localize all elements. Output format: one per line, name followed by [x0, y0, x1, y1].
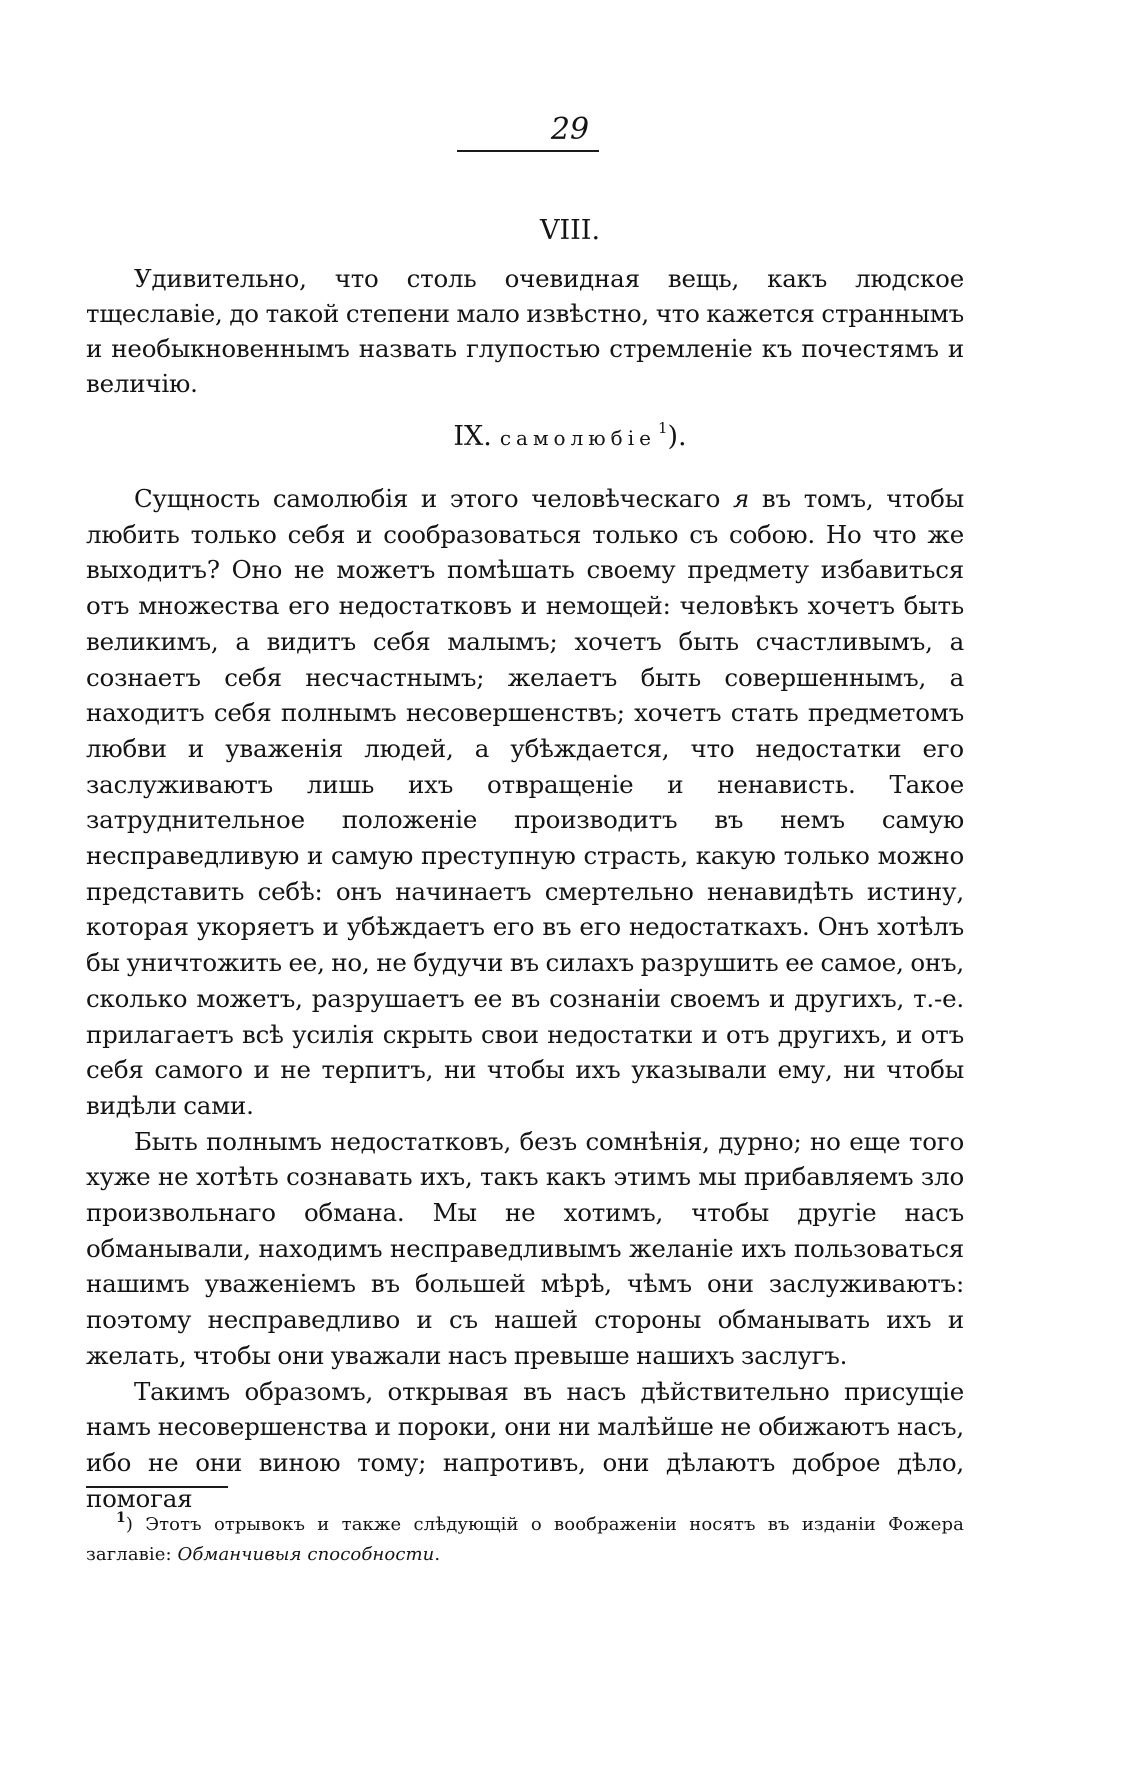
page-number: 29: [550, 112, 590, 147]
footnote-text: Этотъ отрывокъ и также слѣдующій о воображеніи носятъ въ изданіи Фожера заглавіе:: [86, 1514, 964, 1565]
footnote-marker: 1: [116, 1510, 126, 1526]
section-viii-body: [86, 261, 964, 401]
paragraph-1-before-italic: Сущность самолюбія и этого человѣческаго: [134, 484, 721, 513]
section-ix-title: самолюбіе: [499, 426, 656, 450]
section-ix-numeral: IX.: [453, 421, 492, 452]
section-ix-paragraph-2: Быть полнымъ недостатковъ, безъ сомнѣнія, дурно; но еще того хуже не хотѣть сознавать ихъ, такъ какъ этимъ мы прибавляемъ зло произвольнаго обмана. Мы не хотимъ, чтобы другіе насъ обманывали, находимъ несправедливымъ желаніе ихъ пользоваться нашимъ уваженіемъ въ большей мѣрѣ, чѣмъ они заслуживаютъ: поэтому несправедливо и съ нашей стороны обманывать ихъ и желать, чтобы они уважали насъ превыше нашихъ заслугъ.: [86, 1126, 964, 1370]
section-ix-heading-close: ).: [667, 421, 687, 452]
section-ix-body: [86, 481, 964, 1516]
section-viii-paragraph: Удивительно, что столь очевидная вещь, какъ людское тщеславіе, до такой степени мало извѣстно, что кажется страннымъ и необыкновеннымъ назвать глупостью стремленіе къ почестямъ и величію.: [86, 264, 964, 398]
footnote-rule: [86, 1486, 228, 1488]
footnote-marker-close: ): [125, 1514, 133, 1535]
section-viii-heading: VIII.: [539, 215, 601, 246]
paragraph-1-italic-word: я: [733, 484, 750, 513]
section-ix-heading: [0, 420, 1140, 455]
page-number-rule: [457, 150, 599, 152]
section-ix-footnote-marker[interactable]: 1: [657, 419, 668, 437]
paragraph-1-after-italic: въ томъ, чтобы любить только себя и сообразоваться только съ собою. Но что же выходитъ? Оно не можетъ помѣшать своему предмету избавиться отъ множества его недостатковъ и немощей: человѣкъ хочетъ быть великимъ, а видитъ себя малымъ; хочетъ быть счастливымъ, а сознаетъ себя несчастнымъ; желаетъ быть совершеннымъ, а находитъ себя полнымъ несовершенствъ; хочетъ стать предметомъ любви и уваженія людей, а убѣждается, что недостатки его заслуживаютъ лишь ихъ отвращеніе и ненависть. Такое затруднительное положеніе производитъ въ немъ самую несправедливую и самую преступную страсть, какую только можно представить себѣ: онъ начинаетъ смертельно ненавидѣть истину, которая укоряетъ и убѣждаетъ его въ его недостаткахъ. Онъ хотѣлъ бы уничтожить ее, но, не будучи въ силахъ разрушить ее самое, онъ, сколько можетъ, разрушаетъ ее въ сознаніи своемъ и другихъ, т.-е. прилагаетъ всѣ усилія скрыть свои недостатки и отъ другихъ, и отъ себя самого и не терпитъ, ни чтобы ихъ указывали ему, ни чтобы видѣли сами.: [86, 484, 965, 1120]
footnote-italic-title: Обманчивыя способности: [177, 1544, 435, 1565]
footnote-end: .: [434, 1544, 441, 1565]
section-ix-paragraph-3: Такимъ образомъ, открывая въ насъ дѣйствительно присущіе намъ несовершенства и пороки, они ни малѣйше не обижаютъ насъ, ибо не они виною тому; напротивъ, они дѣлаютъ доброе дѣло, помогая: [86, 1376, 964, 1513]
section-ix-paragraph-1: [86, 481, 964, 1124]
footnote: [86, 1510, 964, 1570]
